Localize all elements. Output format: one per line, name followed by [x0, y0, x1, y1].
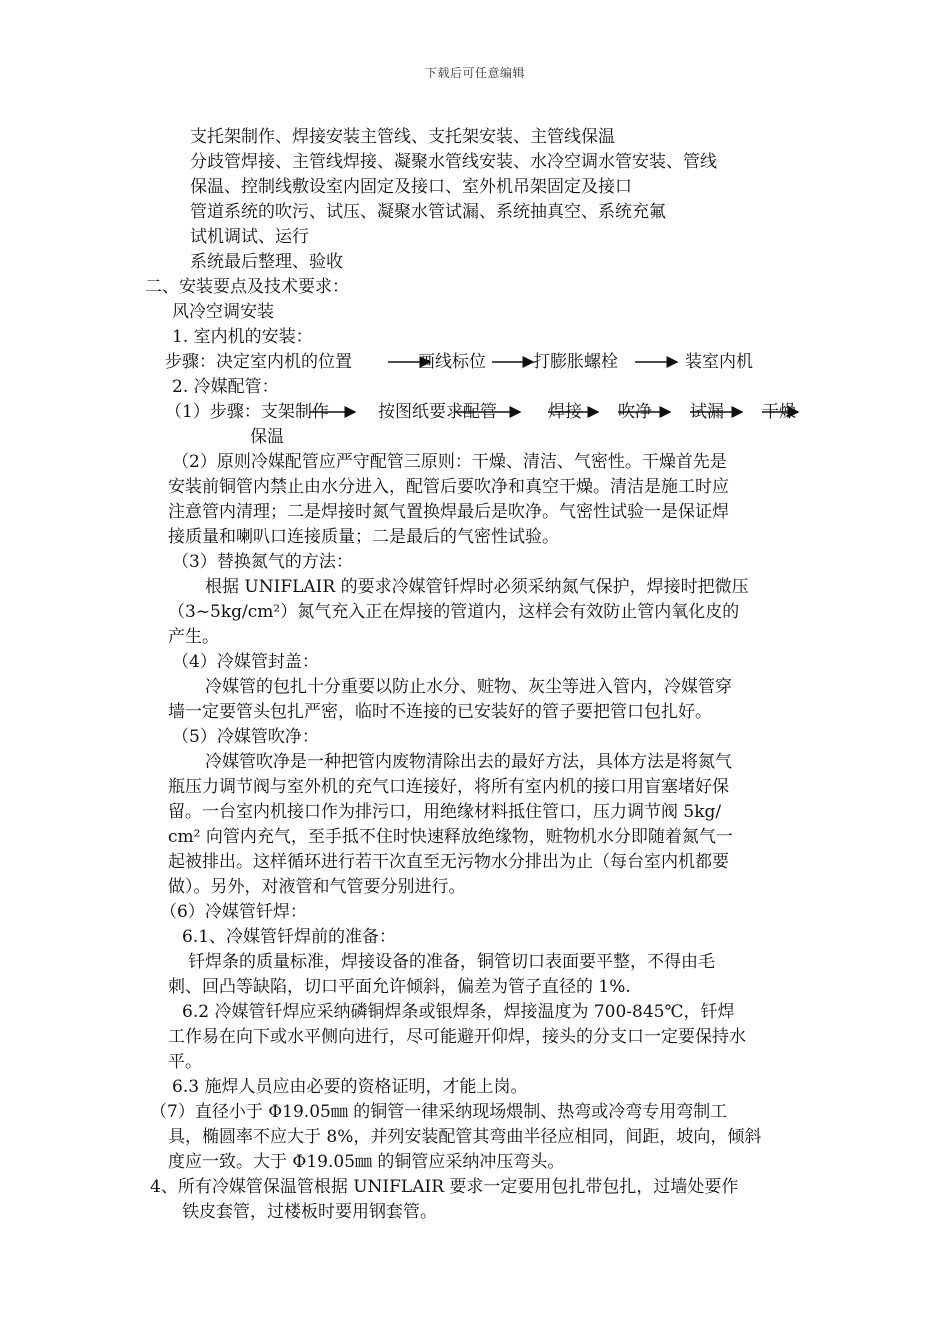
flow-step: 干燥 [762, 402, 796, 422]
body-line: 工作易在向下或水平侧向进行，尽可能避开仰焊，接头的分支口一定要保持水 [168, 1027, 746, 1047]
body-line: 铁皮套管，过楼板时要用钢套管。 [182, 1202, 437, 1222]
flow-step: 画线标位 [418, 352, 486, 372]
body-line: 冷媒管吹净是一种把管内废物清除出去的最好方法，具体方法是将氮气 [205, 752, 732, 772]
flow-step: 吹净 [618, 402, 652, 422]
intro-line: 保温、控制线敷设室内固定及接口、室外机吊架固定及接口 [190, 177, 632, 197]
flow-step: 按图纸要求配管 [378, 402, 497, 422]
body-line: 6.2 冷媒管钎焊应采纳磷铜焊条或银焊条，焊接温度为 700-845℃，钎焊 [182, 1002, 735, 1022]
body-line: （4）冷媒管封盖： [172, 652, 319, 672]
body-line: （3）替换氮气的方法： [172, 552, 353, 572]
body-line: 起被排出。这样循环进行若干次直至无污物水分排出为止（每台室内机都要 [168, 852, 729, 872]
body-line: 墙一定要管头包扎严密，临时不连接的已安装好的管子要把管口包扎好。 [168, 702, 712, 722]
page-header: 下载后可任意编辑 [424, 66, 525, 80]
body-line: （3~5kg/cm²）氮气充入正在焊接的管道内，这样会有效防止管内氧化皮的 [168, 602, 740, 622]
body-line: 接质量和喇叭口连接质量；二是最后的气密性试验。 [168, 527, 559, 547]
body-line: （6）冷媒管钎焊： [160, 902, 307, 922]
flow-prefix: 步骤：决定室内机的位置 [165, 352, 352, 372]
body-line: 钎焊条的质量标准，焊接设备的准备，铜管切口表面要平整，不得由毛 [188, 952, 715, 972]
flow-step: 保温 [250, 427, 284, 447]
body-line: （2）原则冷媒配管应严守配管三原则：干燥、清洁、气密性。干燥首先是 [172, 452, 727, 472]
intro-line: 试机调试、运行 [190, 227, 309, 247]
intro-line: 支托架制作、焊接安装主管线、支托架安装、主管线保温 [190, 127, 615, 147]
body-line: 度应一致。大于 Φ19.05㎜ 的铜管应采纳冲压弯头。 [168, 1152, 565, 1172]
intro-line: 系统最后整理、验收 [190, 252, 343, 272]
item-1-heading: 1. 室内机的安装： [172, 327, 313, 347]
body-line: 具，椭圆率不应大于 8%，并列安装配管其弯曲半径应相同，间距，坡向，倾斜 [168, 1127, 762, 1147]
body-line: 6.1、冷媒管钎焊前的准备： [182, 927, 397, 947]
body-line: 冷媒管的包扎十分重要以防止水分、赃物、灰尘等进入管内，冷媒管穿 [205, 677, 732, 697]
body-line: 做）。另外，对液管和气管要分别进行。 [168, 877, 466, 897]
body-line: （5）冷媒管吹净： [172, 727, 319, 747]
body-line: （7）直径小于 Φ19.05㎜ 的铜管一律采纳现场煨制、热弯或冷弯专用弯制工 [150, 1102, 728, 1122]
body-line: 平。 [168, 1052, 202, 1072]
flow-step: 焊接 [548, 402, 582, 422]
body-line: 留。一台室内机接口作为排污口，用绝缘材料抵住管口，压力调节阀 5kg/ [168, 802, 722, 822]
subsection-title: 风冷空调安装 [172, 302, 274, 322]
body-line: 刺、回凸等缺陷，切口平面允许倾斜，偏差为管子直径的 1%. [168, 977, 631, 997]
section-title: 二、安装要点及技术要求： [145, 277, 349, 297]
body-line: 4、所有冷媒管保温管根据 UNIFLAIR 要求一定要用包扎带包扎，过墙处要作 [150, 1177, 739, 1197]
intro-line: 分歧管焊接、主管线焊接、凝聚水管线安装、水冷空调水管安装、管线 [190, 152, 717, 172]
flow-step: 试漏 [690, 402, 724, 422]
flow-step: 装室内机 [685, 352, 753, 372]
body-line: 安装前铜管内禁止由水分进入，配管后要吹净和真空干燥。清洁是施工时应 [168, 477, 729, 497]
body-line: 6.3 施焊人员应由必要的资格证明，才能上岗。 [172, 1077, 528, 1097]
body-line: 注意管内清理；二是焊接时氮气置换焊最后是吹净。气密性试验一是保证焊 [168, 502, 729, 522]
intro-line: 管道系统的吹污、试压、凝聚水管试漏、系统抽真空、系统充氟 [190, 202, 666, 222]
body-line: cm² 向管内充气，至手抵不住时快速释放绝缘物，赃物机水分即随着氮气一 [168, 827, 733, 847]
item-2-heading: 2. 冷媒配管： [172, 377, 279, 397]
flow-step: 打膨胀螺栓 [533, 352, 618, 372]
flow-prefix: （1）步骤：支架制作 [165, 402, 329, 422]
body-line: 根据 UNIFLAIR 的要求冷媒管钎焊时必须采纳氮气保护，焊接时把微压 [205, 577, 749, 597]
body-line: 瓶压力调节阀与室外机的充气口连接好，将所有室内机的接口用盲塞堵好保 [168, 777, 729, 797]
body-line: 产生。 [168, 627, 219, 647]
